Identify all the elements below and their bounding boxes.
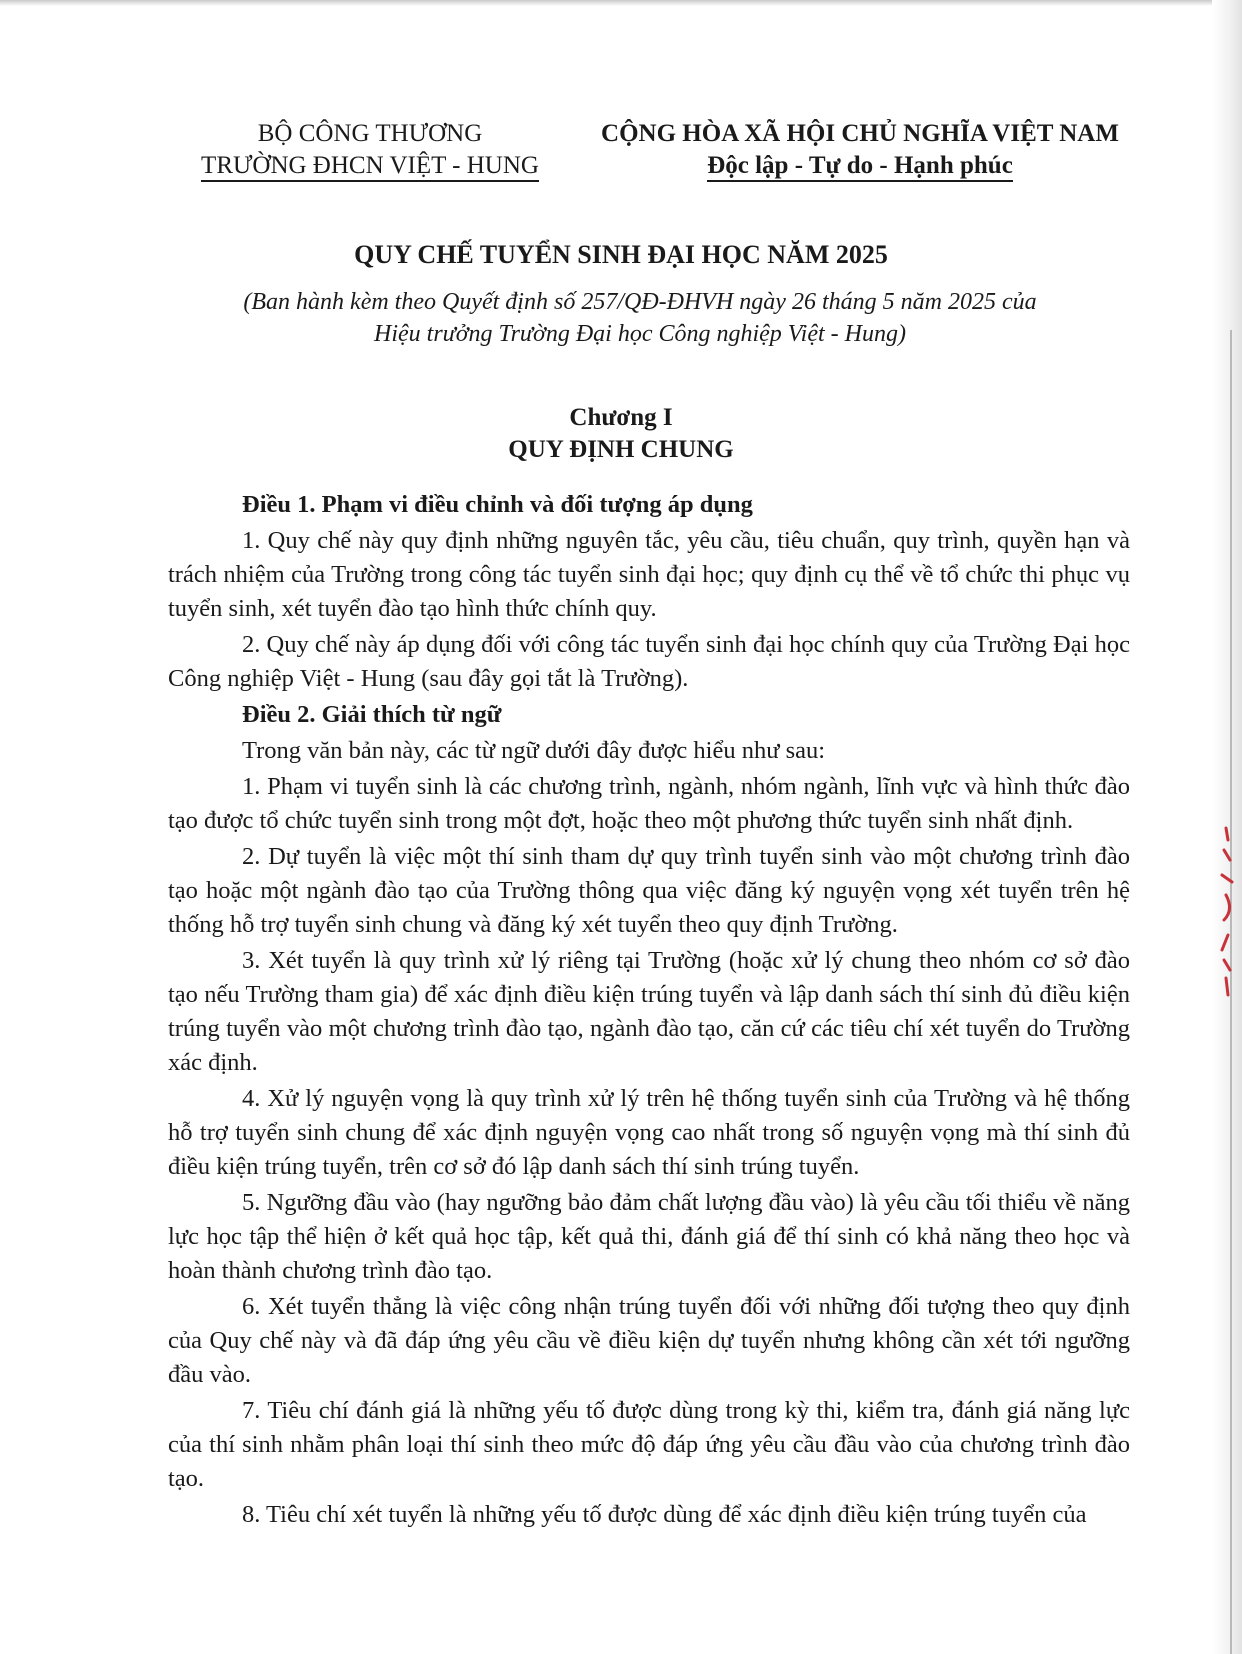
article-1-clause: 2. Quy chế này áp dụng đối với công tác tuyển sinh đại học chính quy của Trường Đại học Công nghiệp Việt - Hung (sau đây gọi tắt là Trường). — [168, 631, 1130, 692]
header-right — [580, 118, 1140, 182]
header-left — [170, 118, 570, 182]
article-2-clause: 8. Tiêu chí xét tuyển là những yếu tố được dùng để xác định điều kiện trúng tuyển của — [242, 1501, 1087, 1528]
chapter-number: Chương I — [569, 404, 673, 431]
document-subtitle — [170, 286, 1110, 350]
article-2-clause: 3. Xét tuyển là quy trình xử lý riêng tại Trường (hoặc xử lý chung theo nhóm cơ sở đào tạo nếu Trường tham gia) để xác định điều kiện trúng tuyển và lập danh sách thí sinh đủ điều kiện trúng tuyển vào một chương trình đào tạo, ngành đào tạo, căn cứ các tiêu chí xét tuyển do Trường xác định. — [168, 947, 1130, 1076]
article-2-clause: 4. Xử lý nguyện vọng là quy trình xử lý trên hệ thống tuyển sinh của Trường và hệ thống hỗ trợ tuyển sinh chung để xác định nguyện vọng cao nhất trong số nguyện vọng mà thí sinh đủ điều kiện trúng tuyển, trên cơ sở đó lập danh sách thí sinh trúng tuyển. — [168, 1085, 1130, 1180]
article-2-clause: 7. Tiêu chí đánh giá là những yếu tố được dùng trong kỳ thi, kiểm tra, đánh giá năng lực của thí sinh nhằm phân loại thí sinh theo mức độ đáp ứng yêu cầu đầu vào của chương trình đào tạo. — [168, 1397, 1130, 1492]
subtitle-line-2: Hiệu trưởng Trường Đại học Công nghiệp Việt - Hung) — [374, 321, 906, 347]
article-1-heading: Điều 1. Phạm vi điều chỉnh và đối tượng áp dụng — [242, 491, 753, 518]
article-1-clause: 1. Quy chế này quy định những nguyên tắc, yêu cầu, tiêu chuẩn, quy trình, quyền hạn và trách nhiệm của Trường trong công tác tuyển sinh đại học; quy định cụ thể về tổ chức thi phục vụ tuyển sinh, xét tuyển đào tạo hình thức chính quy. — [168, 527, 1130, 622]
article-2-clause: 6. Xét tuyển thẳng là việc công nhận trúng tuyển đối với những đối tượng theo quy định của Quy chế này và đã đáp ứng yêu cầu về điều kiện dự tuyển nhưng không cần xét tới ngưỡng đầu vào. — [168, 1293, 1130, 1388]
subtitle-line-1: (Ban hành kèm theo Quyết định số 257/QĐ-ĐHVH ngày 26 tháng 5 năm 2025 của — [243, 289, 1037, 315]
article-2-clause: 1. Phạm vi tuyển sinh là các chương trình, ngành, nhóm ngành, lĩnh vực và hình thức đào tạo được tổ chức tuyển sinh trong một đợt, hoặc theo một phương thức tuyển sinh nhất định. — [168, 773, 1130, 834]
red-margin-mark-icon — [1212, 820, 1240, 1000]
article-2-clause: 5. Ngưỡng đầu vào (hay ngưỡng bảo đảm chất lượng đầu vào) là yêu cầu tối thiểu về năng lực học tập thể hiện ở kết quả học tập, kết quả thi, đánh giá để thí sinh có khả năng theo học và hoàn thành chương trình đào tạo. — [168, 1189, 1130, 1284]
document-body — [168, 488, 1130, 1534]
article-2-intro: Trong văn bản này, các từ ngữ dưới đây được hiểu như sau: — [242, 737, 826, 764]
country-name: CỘNG HÒA XÃ HỘI CHỦ NGHĨA VIỆT NAM — [601, 120, 1119, 147]
chapter-heading — [0, 402, 1242, 466]
national-motto: Độc lập - Tự do - Hạnh phúc — [580, 150, 1140, 182]
document-title: QUY CHẾ TUYỂN SINH ĐẠI HỌC NĂM 2025 — [354, 240, 888, 269]
chapter-name: QUY ĐỊNH CHUNG — [508, 436, 734, 463]
ministry-name: BỘ CÔNG THƯƠNG — [257, 120, 483, 147]
article-2-clause: 2. Dự tuyển là việc một thí sinh tham dự quy trình tuyển sinh vào một chương trình đào tạo hoặc một ngành đào tạo của Trường thông qua việc đăng ký nguyện vọng xét tuyển trên hệ thống hỗ trợ tuyển sinh chung và đăng ký xét tuyển theo quy định Trường. — [168, 843, 1130, 938]
article-2-heading: Điều 2. Giải thích từ ngữ — [242, 701, 502, 728]
school-name: TRƯỜNG ĐHCN VIỆT - HUNG — [170, 150, 570, 182]
scan-top-shadow — [0, 0, 1242, 6]
